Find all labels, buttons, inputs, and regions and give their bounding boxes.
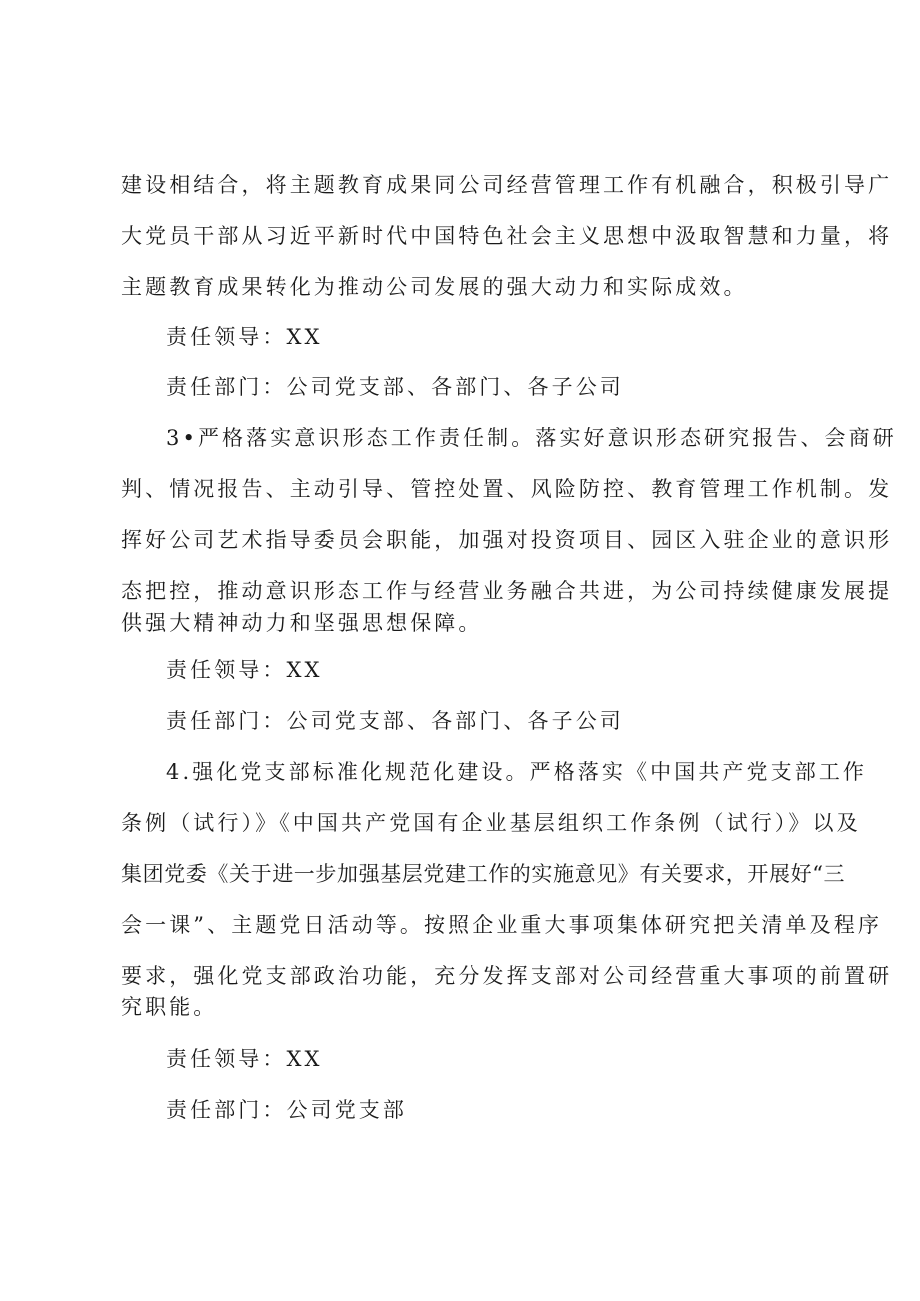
body-text-line: 态把控，推动意识形态工作与经营业务融合共进，为公司持续健康发展提 [121,579,893,603]
responsible-leader-line: 责任领导：XX [166,325,323,349]
body-text-line: 建设相结合，将主题教育成果同公司经营管理工作有机融合，积极引导广 [121,173,893,197]
body-text-line: 供强大精神动力和坚强思想保障。 [121,611,483,635]
body-text-line: 判、情况报告、主动引导、管控处置、风险防控、教育管理工作机制。发 [121,477,893,501]
responsible-leader-line: 责任领导：XX [166,1047,323,1071]
responsible-department-line: 责任部门：公司党支部、各部门、各子公司 [166,709,624,733]
responsible-department-line: 责任部门：公司党支部、各部门、各子公司 [166,375,624,399]
body-text-line: 主题教育成果转化为推动公司发展的强大动力和实际成效。 [121,275,748,299]
body-text-line: 条例（试行）》《中国共产党国有企业基层组织工作条例（试行）》以及 [121,811,861,835]
item-4-heading-line: 4.强化党支部标准化规范化建设。严格落实《中国共产党支部工作 [166,760,868,784]
body-text-line: 大党员干部从习近平新时代中国特色社会主义思想中汲取智慧和力量，将 [121,224,893,248]
body-text-line: 会一课”、主题党日活动等。按照企业重大事项集体研究把关清单及程序 [121,913,882,937]
body-text-line: 要求，强化党支部政治功能，充分发挥支部对公司经营重大事项的前置研 [121,964,893,988]
body-text-line: 究职能。 [121,995,218,1019]
item-3-heading-line: 3•严格落实意识形态工作责任制。落实好意识形态研究报告、会商研 [166,426,897,450]
responsible-leader-line: 责任领导：XX [166,658,323,682]
body-text-line: 挥好公司艺术指导委员会职能，加强对投资项目、园区入驻企业的意识形 [121,528,893,552]
body-text-line: 集团党委《关于进一步加强基层党建工作的实施意见》有关要求，开展好“三 [121,862,846,886]
responsible-department-line: 责任部门：公司党支部 [166,1098,407,1122]
